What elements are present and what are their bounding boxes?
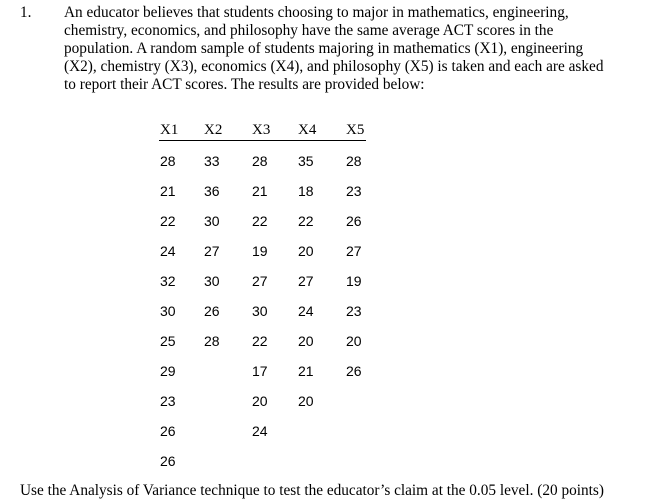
- score-cell: 30: [204, 213, 220, 229]
- score-cell: 26: [346, 213, 362, 229]
- score-cell: 25: [160, 333, 176, 349]
- column-header-x4: X4: [298, 122, 317, 138]
- score-cell: 24: [252, 423, 268, 439]
- score-cell: 26: [160, 423, 176, 439]
- score-cell: 30: [204, 273, 220, 289]
- column-header-x5: X5: [346, 122, 365, 138]
- score-cell: 26: [160, 453, 176, 469]
- problem-line: An educator believes that students choosing to major in mathematics, engineering,: [64, 4, 569, 21]
- score-cell: 32: [160, 273, 176, 289]
- score-cell: 28: [204, 333, 220, 349]
- score-cell: 28: [160, 153, 176, 169]
- problem-line: (X2), chemistry (X3), economics (X4), and philosophy (X5) is taken and each are asked: [64, 58, 604, 75]
- score-cell: 19: [346, 273, 362, 289]
- column-header-x2: X2: [204, 122, 223, 138]
- score-cell: 21: [160, 183, 176, 199]
- score-cell: 22: [252, 333, 268, 349]
- score-cell: 29: [160, 363, 176, 379]
- score-cell: 20: [346, 333, 362, 349]
- score-cell: 22: [160, 213, 176, 229]
- score-cell: 24: [298, 303, 314, 319]
- score-cell: 24: [160, 243, 176, 259]
- score-cell: 28: [252, 153, 268, 169]
- problem-number: 1.: [20, 4, 32, 21]
- table-header-rule: [159, 140, 366, 141]
- column-header-x1: X1: [160, 122, 179, 138]
- problem-line: population. A random sample of students majoring in mathematics (X1), engineering: [64, 40, 584, 57]
- score-cell: 26: [204, 303, 220, 319]
- score-cell: 20: [298, 333, 314, 349]
- score-cell: 23: [346, 303, 362, 319]
- problem-line: to report their ACT scores. The results are provided below:: [64, 76, 425, 93]
- score-cell: 17: [252, 363, 268, 379]
- score-cell: 30: [160, 303, 176, 319]
- score-cell: 27: [252, 273, 268, 289]
- column-header-x3: X3: [252, 122, 271, 138]
- score-cell: 23: [160, 393, 176, 409]
- score-cell: 23: [346, 183, 362, 199]
- score-cell: 20: [298, 393, 314, 409]
- score-cell: 20: [298, 243, 314, 259]
- score-cell: 19: [252, 243, 268, 259]
- score-cell: 21: [298, 363, 314, 379]
- score-cell: 20: [252, 393, 268, 409]
- score-cell: 18: [298, 183, 314, 199]
- problem-line: chemistry, economics, and philosophy have the same average ACT scores in the: [64, 22, 554, 39]
- score-cell: 26: [346, 363, 362, 379]
- score-cell: 21: [252, 183, 268, 199]
- score-cell: 33: [204, 153, 220, 169]
- score-cell: 22: [252, 213, 268, 229]
- score-cell: 27: [346, 243, 362, 259]
- score-cell: 36: [204, 183, 220, 199]
- score-cell: 27: [204, 243, 220, 259]
- score-cell: 22: [298, 213, 314, 229]
- score-cell: 30: [252, 303, 268, 319]
- score-cell: 27: [298, 273, 314, 289]
- instruction-text: Use the Analysis of Variance technique to test the educator’s claim at the 0.05 level. (20 points): [20, 482, 604, 499]
- score-cell: 35: [298, 153, 314, 169]
- score-cell: 28: [346, 153, 362, 169]
